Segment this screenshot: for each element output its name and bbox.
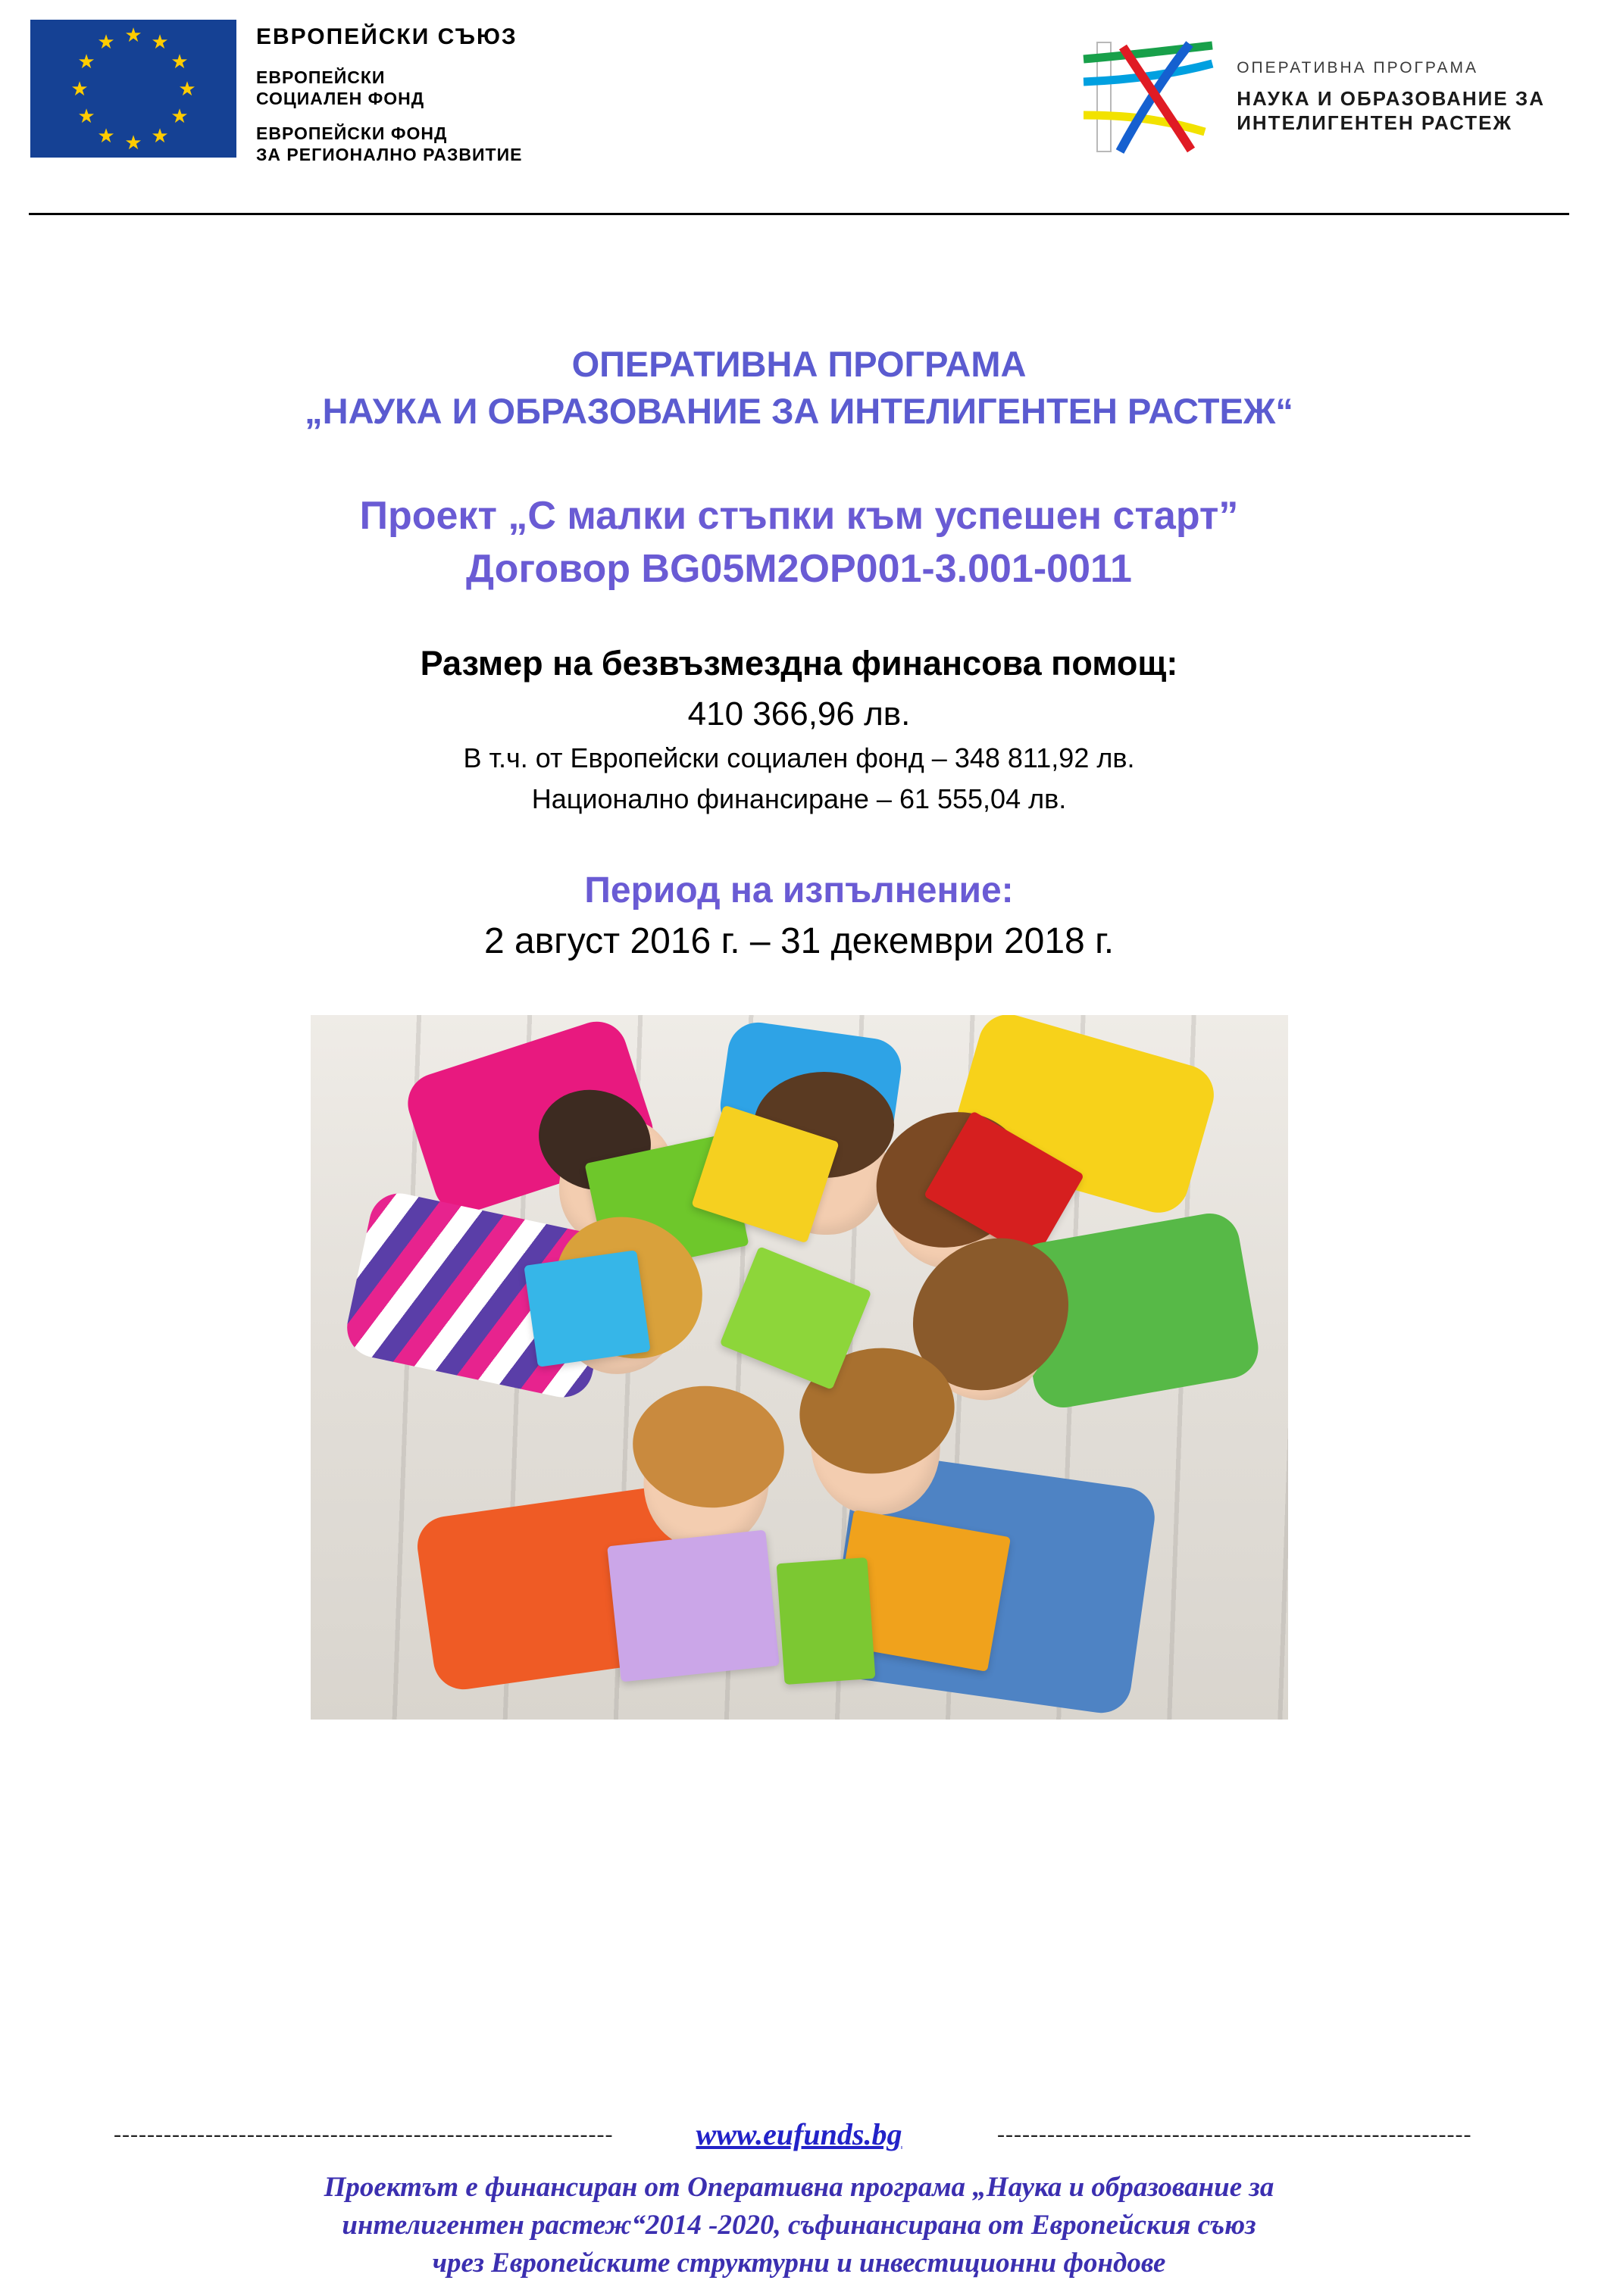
grant-national-share: Национално финансиране – 61 555,04 лв. (531, 783, 1067, 814)
operational-programme-heading (45, 341, 1553, 435)
eu-star-icon: ★ (77, 105, 95, 127)
op-program-mark-icon (1076, 36, 1220, 158)
eu-star-icon: ★ (170, 105, 189, 127)
period-label: Период на изпълнение: (584, 870, 1014, 911)
eu-star-icon: ★ (70, 77, 89, 100)
photo-book (524, 1250, 650, 1367)
header-divider (29, 213, 1569, 215)
op-logo-small-label: ОПЕРАТИВНА ПРОГРАМА (1237, 59, 1479, 77)
disclaimer-line3: чрез Европейските структурни и инвестиционни фондове (432, 2248, 1166, 2279)
op-logo-block (1076, 20, 1568, 158)
eu-stars-group (70, 23, 196, 154)
project-name: Проект „С малки стъпки към успешен старт” (359, 494, 1239, 538)
footer-dashes-left: ------------------------------------------------------------ (114, 2121, 614, 2147)
op-logo-name-line1: НАУКА И ОБРАЗОВАНИЕ ЗА (1237, 87, 1545, 110)
eu-star-icon: ★ (178, 77, 196, 100)
op-logo-name-line2: ИНТЕЛИГЕНТЕН РАСТЕЖ (1237, 111, 1512, 134)
period-value: 2 август 2016 г. – 31 декември 2018 г. (483, 921, 1115, 961)
eu-title: ЕВРОПЕЙСКИ СЪЮЗ (256, 24, 518, 49)
eu-star-icon: ★ (151, 124, 169, 147)
op-heading-line1: ОПЕРАТИВНА ПРОГРАМА (571, 344, 1027, 384)
eu-star-icon: ★ (77, 50, 95, 73)
eu-star-icon: ★ (151, 30, 169, 53)
op-logo-text (1220, 59, 1545, 135)
grant-esf-share: В т.ч. от Европейски социален фонд – 348 811,92 лв. (463, 742, 1135, 773)
grant-amount-label: Размер на безвъзмездна финансова помощ: (420, 644, 1178, 683)
eu-star-icon: ★ (124, 131, 142, 154)
website-row (42, 2116, 1556, 2152)
disclaimer-line2: интелигентен растеж“2014 -2020, съфинансирана от Европейския съюз (342, 2210, 1256, 2241)
grant-amount-value: 410 366,96 лв. (687, 695, 911, 733)
eu-logo-block (30, 20, 522, 179)
funding-disclaimer (42, 2169, 1556, 2282)
eu-logo-text (236, 20, 522, 179)
project-title (45, 489, 1553, 595)
op-heading-line2: „НАУКА И ОБРАЗОВАНИЕ ЗА ИНТЕЛИГЕНТЕН РАСТЕЖ“ (305, 391, 1293, 431)
eu-erdf-line1: ЕВРОПЕЙСКИ ФОНД (256, 123, 448, 143)
children-photo (311, 1015, 1288, 1720)
page-footer (0, 2116, 1598, 2282)
main-content (0, 341, 1598, 1720)
eu-star-icon: ★ (97, 124, 115, 147)
eu-esf-line2: СОЦИАЛЕН ФОНД (256, 89, 425, 108)
eu-star-icon: ★ (124, 23, 142, 46)
eu-esf-line1: ЕВРОПЕЙСКИ (256, 67, 386, 87)
footer-dashes-right: --------------------------------------------------------- (997, 2121, 1472, 2147)
page-header (0, 0, 1598, 220)
photo-book (607, 1530, 780, 1682)
eu-star-icon: ★ (97, 30, 115, 53)
disclaimer-line1: Проектът е финансиран от Оперативна програма „Наука и образование за (324, 2172, 1274, 2203)
eu-star-icon: ★ (170, 50, 189, 73)
contract-number: Договор BG05M2OP001-3.001-0011 (466, 547, 1132, 591)
eufunds-link[interactable]: www.eufunds.bg (696, 2117, 902, 2151)
eu-erdf-label (256, 123, 522, 165)
eu-esf-label (256, 67, 522, 109)
eu-flag-icon (30, 20, 236, 158)
eu-erdf-line2: ЗА РЕГИОНАЛНО РАЗВИТИЕ (256, 145, 523, 164)
header-logos-row (30, 0, 1568, 179)
photo-book (776, 1557, 875, 1685)
